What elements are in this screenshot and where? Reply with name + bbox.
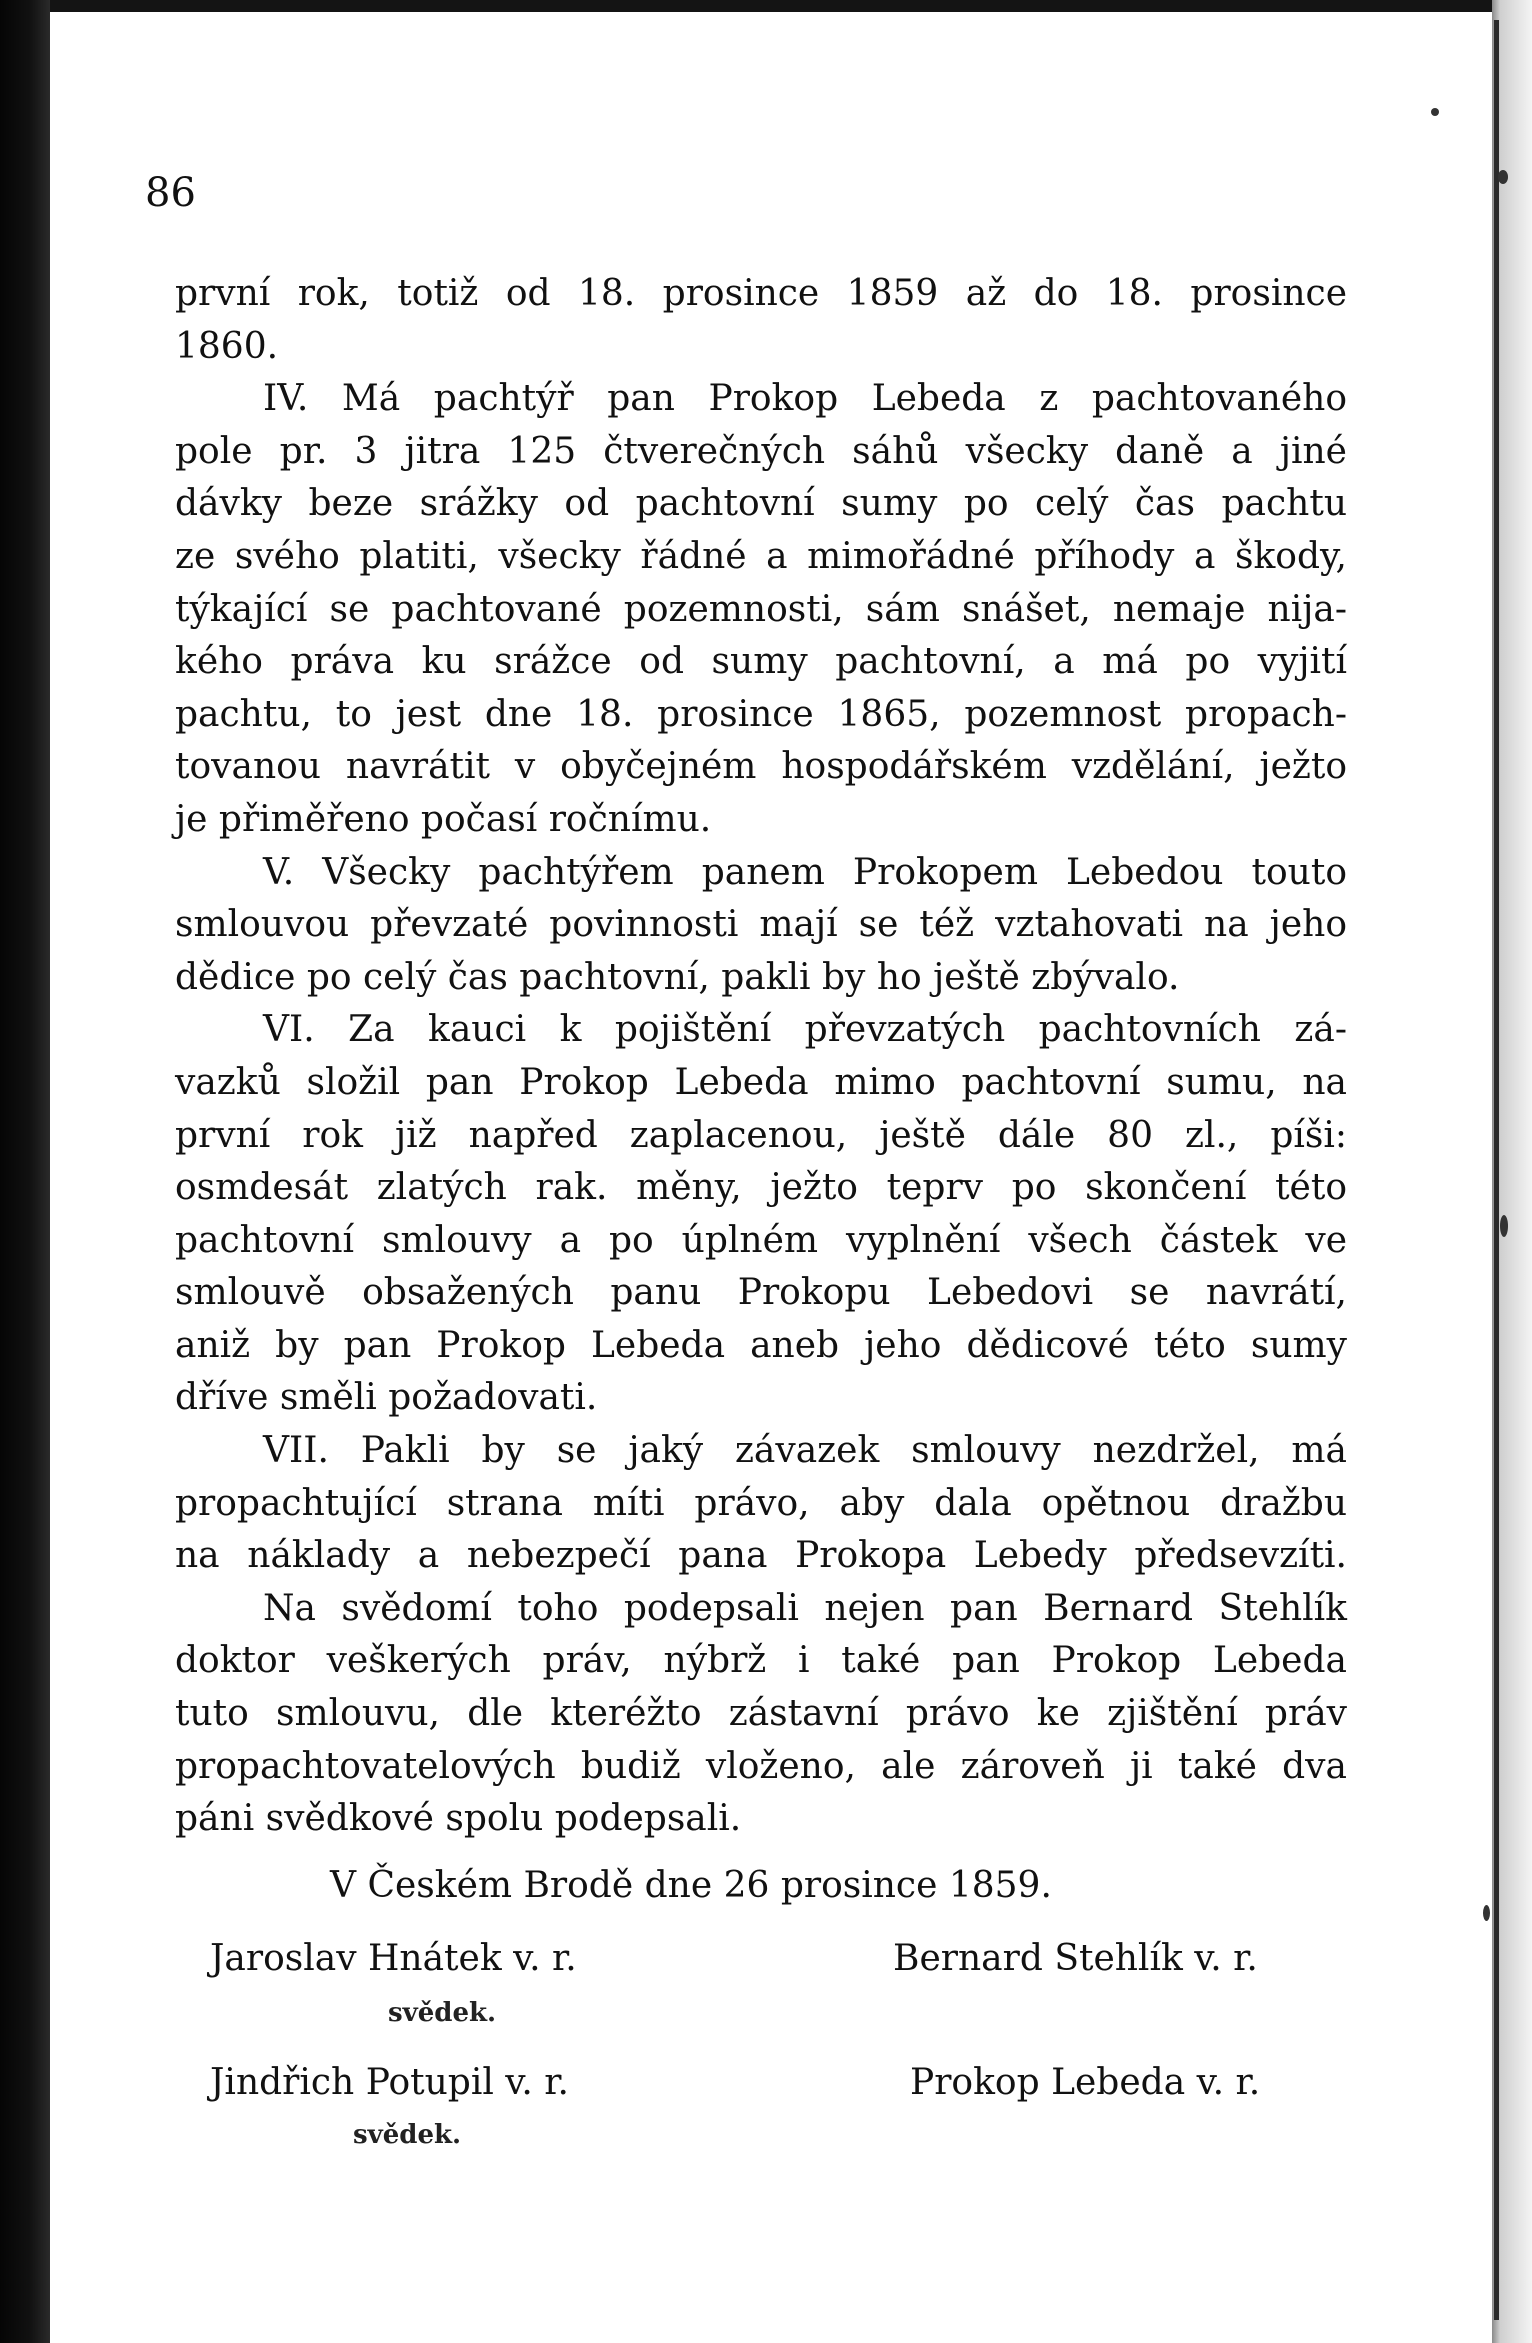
text-line: ze svého platiti, všecky řádné a mimořádné příhody a škody, (175, 535, 1347, 577)
text-line: týkající se pachtované pozemnosti, sám snášet, nemaje nija- (175, 588, 1347, 630)
text-line: páni svědkové spolu podepsali. (175, 1798, 742, 1840)
text-line: 1860. (175, 325, 279, 367)
text-line-section-vii: VII. Pakli by se jaký závazek smlouvy nezdržel, má (263, 1430, 1347, 1472)
date-line: V Českém Brodě dne 26 prosince 1859. (330, 1865, 1052, 1906)
text-line: na náklady a nebezpečí pana Prokopa Lebedy předsevzíti. (175, 1535, 1347, 1577)
text-line: tovanou navrátit v obyčejném hospodářském vzdělání, ježto (175, 746, 1347, 788)
text-line: pole pr. 3 jitra 125 čtverečných sáhů všecky daně a jiné (175, 430, 1347, 472)
text-line: první rok, totiž od 18. prosince 1859 až do 18. prosince (175, 273, 1347, 314)
text-line: kého práva ku srážce od sumy pachtovní, a má po vyjití (175, 641, 1347, 683)
text-line: dávky beze srážky od pachtovní sumy po celý čas pachtu (175, 483, 1347, 525)
witness-2-role: svědek. (353, 2120, 462, 2150)
text-line: tuto smlouvu, dle kteréžto zástavní právo ke zjištění práv (175, 1693, 1347, 1735)
text-line-section-vi: VI. Za kauci k pojištění převzatých pachtovních zá- (263, 1009, 1347, 1051)
text-line: osmdesát zlatých rak. měny, ježto teprv po skončení této (175, 1167, 1347, 1209)
party-1-signature: Bernard Stehlík v. r. (893, 1938, 1258, 1979)
witness-1-role: svědek. (388, 1998, 497, 2028)
body-text (175, 268, 1347, 1846)
scan-edge-right-line (1494, 20, 1499, 2320)
scan-edge-left (0, 0, 50, 2343)
text-line-section-v: V. Všecky pachtýřem panem Prokopem Lebedou touto (263, 851, 1347, 893)
text-line: smlouvou převzaté povinnosti mají se též vztahovati na jeho (175, 904, 1347, 946)
text-line: propachtující strana míti právo, aby dala opětnou dražbu (175, 1482, 1347, 1524)
text-line: dědice po celý čas pachtovní, pakli by ho ještě zbývalo. (175, 956, 1180, 998)
scan-speck (1498, 170, 1508, 184)
text-line: dříve směli požadovati. (175, 1377, 598, 1419)
text-line: smlouvě obsažených panu Prokopu Lebedovi se navrátí, (175, 1272, 1347, 1314)
scan-speck (1483, 1905, 1490, 1921)
text-line: aniž by pan Prokop Lebeda aneb jeho dědicové této sumy (175, 1324, 1347, 1366)
text-line: vazků složil pan Prokop Lebeda mimo pachtovní sumu, na (175, 1061, 1347, 1103)
text-line: pachtu, to jest dne 18. prosince 1865, pozemnost propach- (175, 693, 1347, 735)
text-line: doktor veškerých práv, nýbrž i také pan Prokop Lebeda (175, 1640, 1347, 1682)
text-line-attestation: Na svědomí toho podepsali nejen pan Bernard Stehlík (263, 1587, 1347, 1629)
scan-speck (1431, 108, 1439, 116)
scan-speck (1500, 1215, 1508, 1237)
witness-2-signature: Jindřich Potupil v. r. (210, 2062, 569, 2103)
scan-edge-top (0, 0, 1532, 12)
text-line: první rok již napřed zaplacenou, ještě dále 80 zl., píši: (175, 1114, 1347, 1156)
text-line: pachtovní smlouvy a po úplném vyplnění všech částek ve (175, 1219, 1347, 1261)
party-2-signature: Prokop Lebeda v. r. (910, 2062, 1261, 2103)
text-line: propachtovatelových budiž vloženo, ale zároveň ji také dva (175, 1745, 1347, 1787)
page-number: 86 (145, 170, 196, 216)
text-line-section-iv: IV. Má pachtýř pan Prokop Lebeda z pachtovaného (263, 378, 1347, 420)
text-line: je přiměřeno počasí ročnímu. (175, 798, 712, 840)
witness-1-signature: Jaroslav Hnátek v. r. (210, 1938, 577, 1979)
